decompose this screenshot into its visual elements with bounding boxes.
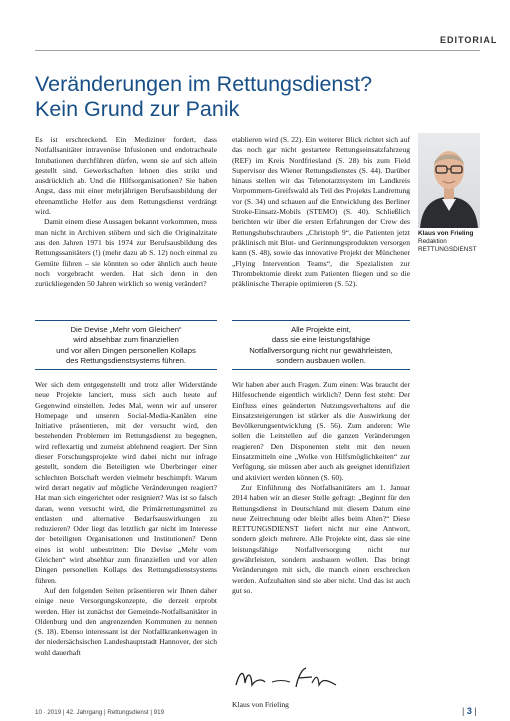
paragraph: Zur Einführung des Notfallsanitäters am 1. Januar 2014 haben wir an dieser Stelle gefragt: „Beginnt für den Rettungsdienst in Deutschland mit diesem Datum eine neue Zeitrechnung oder bleibt alles beim Alten?“ Diese RETTUNGSDIENST liefert nicht nur eine Antwort, sondern gleich mehrere. Alle Projekte eint, dass sie eine leistungsfähige Notfallversorgung nicht nur gewährleisten, sondern ausbauen wollen. Das bringt Veränderungen mit sich, die manch einen erschrecken werden. Aufzuhalten sind sie aber nicht. Und das ist auch gut so. bbox=[232, 482, 410, 595]
quote-line: dass sie eine leistungsfähige bbox=[271, 335, 371, 345]
author-name: Klaus von Frieling bbox=[418, 230, 474, 237]
author-magazine: RETTUNGSDIENST bbox=[418, 246, 477, 253]
author-portrait bbox=[418, 133, 480, 228]
column-right-top bbox=[232, 135, 410, 289]
section-label: EDITORIAL bbox=[440, 35, 498, 45]
quote-right-top-rule bbox=[232, 320, 410, 321]
title-line-2: Kein Grund zur Panik bbox=[35, 97, 240, 121]
page-number-separator: | bbox=[462, 706, 465, 716]
paragraph: etablieren wird (S. 22). Ein weiterer Blick richtet sich auf das noch gar nicht gestartete Rettungseinsatzfahrzeug (REF) im Kreis Nordfriesland (S. 28) bis zum Field Supervisor des Wiener Rettungsdienstes (S. 44). Darüber hinaus stellen wir das Telenotarztsystem im Landkreis Vorpommern-Greifswald als Teil des Projekts Landrettung vor (S. 34) und schauen auf die Entwicklung des Berliner Stroke-Einsatz-Mobils (STEMO) (S. 40). Schließlich berichten wir über die ersten Erfahrungen der Crew des Rettungshubschraubers „Christoph 9“, die Patienten jetzt präklinisch mit Blut- und Gerinnungsprodukten versorgen kann (S. 48), sowie das innovative Projekt der Münchener „Flying Intervention Teams“, die Spezialisten zur Thrombektomie direkt zum Patienten fliegen und so die präklinische Therapie optimieren (S. 52). bbox=[232, 135, 410, 289]
page-number-value: 3 bbox=[466, 706, 472, 716]
header-rule bbox=[35, 50, 480, 51]
column-right-bottom bbox=[232, 380, 410, 596]
footer-issue: 10 · 2019 | 42. Jahrgang | Rettungsdienst | 919 bbox=[35, 709, 165, 716]
page-title bbox=[35, 72, 475, 122]
paragraph: Es ist erschreckend. Ein Mediziner fordert, dass Notfallsanitäter intravenöse Infusionen und endotracheale Intubationen durchführen dürfen, wenn sie auf sich allein gestellt sind. Gewerkschaften lehnen dies strikt und ausdrücklich ab. Und die Hilfsorganisationen? Sie haben Angst, dass mit einer mehrjährigen Berufsausbildung der ehrenamtliche Helfer aus dem Rettungsdienst verdrängt wird. bbox=[35, 135, 217, 217]
portrait-figure bbox=[418, 133, 480, 228]
pull-quote-left bbox=[35, 325, 217, 366]
handwritten-signature bbox=[232, 665, 342, 693]
quote-line: und vor allen Dingen personellen Kollaps bbox=[56, 345, 196, 355]
paragraph: Auf den folgenden Seiten präsentieren wir Ihnen daher einige neue Versorgungskonzepte, die derzeit erprobt werden. Hier ist zunächst der Gemeinde-Notfallsanitäter in Oldenburg und den angrenzenden Kommunen zu nennen (S. 18). Ebenso interessant ist der Notfallkrankenwagen in der niedersächsischen Landeshauptstadt Hannover, der sich wohl dauerhaft bbox=[35, 585, 217, 657]
pull-quote-right bbox=[232, 325, 410, 366]
quote-line: Die Devise „Mehr vom Gleichen“ bbox=[70, 325, 182, 334]
quote-line: wird absehbar zum finanziellen bbox=[73, 335, 179, 345]
paragraph: Wir haben aber auch Fragen. Zum einen: Was braucht der Hilfesuchende eigentlich wirklich? Denn fest steht: Der Einfluss eines geänderten Nutzungsverhaltens auf die Einsatzsteigerungen ist stärker als die Auswirkung der Bevölkerungsentwicklung (S. 56). Zum anderen: Wie sollen die Leitstellen auf die ganzen Veränderungen reagieren? Den Disponenten steht mit den neuen Einsatzmitteln eine „Wolke von Hilfsmöglichkeiten“ zur Verfügung, sie müssen aber auch als geeignet identifiziert und aktiviert werden können (S. 60). bbox=[232, 380, 410, 482]
column-left-bottom bbox=[35, 380, 217, 658]
signature-name: Klaus von Frieling bbox=[232, 700, 289, 709]
paragraph: Wer sich dem entgegenstellt und trotz aller Widerstände neue Projekte lanciert, muss sich auch heute auf Gegenwind einstellen. Jedes Mal, wenn wir auf unserer Homepage und unseren Social-Media-Kanälen eine Initiative präsentieren, mit der versucht wird, den bestehenden Problemen im Rettungsdienst zu begegnen, wird reflexartig und zumeist ablehnend reagiert. Der Sinn dieser Forschungsprojekte wird dabei nicht nur infrage gestellt, sondern die Beteiligten wie Überbringer einer schlechten Botschaft werden vielmehr beschimpft. Warum wird derart negativ auf mögliche Veränderungen reagiert? Hat man sich eingerichtet oder resigniert? Was ist so falsch daran, wenn versucht wird, die Primärrettungsmittel zu entlasten und alternative Bedarfsauswirkungen zu reduzieren? Oder liegt das letztlich gar nicht im Interesse der beteiligten Organisationen und Institutionen? Denn eines ist wohl unbestritten: Die Devise „Mehr vom Gleichen“ wird absehbar zum finanziellen und vor allen Dingen personellen Kollaps des Rettungsdienstsystems führen. bbox=[35, 380, 217, 585]
quote-left-bottom-rule bbox=[35, 369, 217, 370]
paragraph: Damit einem diese Aussagen bekannt vorkommen, muss man nicht in Archiven stöbern und sich die Originalzitate aus den Jahren 1971 bis 1974 zur Berufsausbildung des Rettungssanitäters (!) (mehr dazu ab S. 12) noch einmal zu Gemüte führen – sie könnten so oder ähnlich auch heute noch vorgebracht werden. Hat sich denn in den zurückliegenden 50 Jahren wirklich so wenig verändert? bbox=[35, 217, 217, 289]
title-line-1: Veränderungen im Rettungsdienst? bbox=[35, 72, 373, 96]
column-left-top bbox=[35, 135, 217, 289]
quote-line: des Rettungsdienstsystems führen. bbox=[65, 355, 187, 365]
quote-line: Notfallversorgung nicht nur gewährleisten, bbox=[249, 345, 393, 355]
page-number-separator-end: | bbox=[474, 706, 477, 716]
quote-right-bottom-rule bbox=[232, 369, 410, 370]
quote-line: Alle Projekte eint, bbox=[291, 325, 351, 334]
author-role: Redaktion bbox=[418, 238, 447, 245]
quote-left-top-rule bbox=[35, 320, 217, 321]
page-number bbox=[462, 706, 477, 716]
portrait-caption bbox=[418, 230, 477, 254]
quote-line: sondern ausbauen wollen. bbox=[276, 355, 366, 365]
